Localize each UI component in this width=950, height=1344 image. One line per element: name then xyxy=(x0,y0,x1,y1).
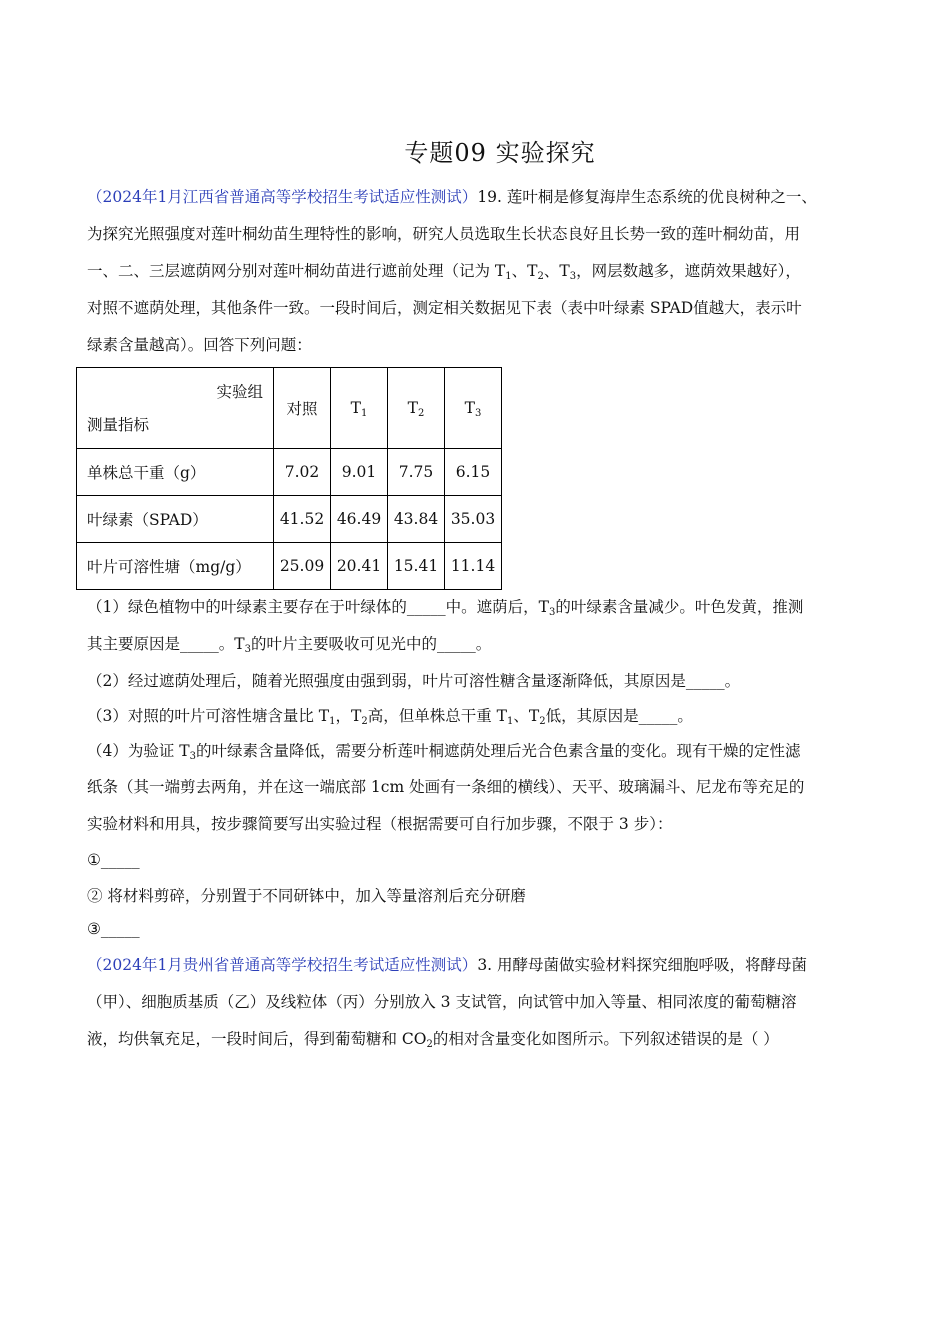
table-cell: 35.03 xyxy=(445,496,502,543)
row-label: 叶绿素（SPAD） xyxy=(77,496,274,543)
sub: 2 xyxy=(537,271,544,282)
table-cell: 6.15 xyxy=(445,449,502,496)
q3-line-1: （2024年1月贵州省普通高等学校招生考试适应性测试）3. 用酵母菌做实验材料探究细胞呼吸，将酵母菌 xyxy=(87,956,808,974)
q19-line-1 xyxy=(87,187,817,207)
q19-part2: （2）经过遮荫处理后，随着光照强度由强到弱，叶片可溶性糖含量逐渐降低，其原因是_____。 xyxy=(87,672,741,690)
table-cell: 7.02 xyxy=(274,449,331,496)
column-header: $T_2$ xyxy=(388,368,445,449)
table-cell: 43.84 xyxy=(388,496,445,543)
q3-line-2: （甲）、细胞质基质（乙）及线粒体（丙）分别放入 3 支试管，向试管中加入等量、相同浓度的葡萄糖溶 xyxy=(87,993,797,1011)
row-label: 单株总干重（g） xyxy=(77,449,274,496)
table-corner-cell xyxy=(77,368,274,449)
page-title: 专题09 实验探究 xyxy=(404,139,596,167)
row-label: 叶片可溶性塘（mg/g） xyxy=(77,543,274,590)
q19-part1-line1: （1）绿色植物中的叶绿素主要存在于叶绿体的_____中。遮荫后，$T_3$的叶绿素含量减少。叶色发黄，推测 xyxy=(87,598,804,618)
q19-text-1: 19. 莲叶桐是修复海岸生态系统的优良树种之一、 xyxy=(477,188,817,206)
corner-top-label: 实验组 xyxy=(216,383,263,401)
sub: 3 xyxy=(569,271,577,282)
q19-line-2: 为探究光照强度对莲叶桐幼苗生理特性的影响，研究人员选取生长状态良好且长势一致的莲叶桐幼苗，用 xyxy=(87,225,801,243)
q19-part4-line2: 纸条（其一端剪去两角，并在这一端底部 1cm 处画有一条细的横线）、天平、玻璃漏斗、尼龙布等充足的 xyxy=(87,778,805,796)
step-2: ② 将材料剪碎，分别置于不同研钵中，加入等量溶剂后充分研磨 xyxy=(87,887,526,905)
table-cell: 25.09 xyxy=(274,543,331,590)
q19-part3: （3）对照的叶片可溶性塘含量比 $T_1$，$T_2$高，但单株总干重 $T_1$、$T_2$低，其原因是_____。 xyxy=(87,707,693,727)
table-cell: 20.41 xyxy=(331,543,388,590)
column-header: $T_3$ xyxy=(445,368,502,449)
column-header: 对照 xyxy=(274,368,331,449)
table-cell: 11.14 xyxy=(445,543,502,590)
table-cell: 15.41 xyxy=(388,543,445,590)
table-row xyxy=(77,449,502,496)
table-cell: 46.49 xyxy=(331,496,388,543)
q19-text-3-tail: ，网层数越多，遮荫效果越好）， xyxy=(576,262,801,280)
q3-source: （2024年1月贵州省普通高等学校招生考试适应性测试） xyxy=(87,956,478,974)
q19-line-5: 绿素含量越高）。回答下列问题： xyxy=(87,336,312,354)
table-row xyxy=(77,543,502,590)
q3-line-3: 液，均供氧充足，一段时间后，得到葡萄糖和 $CO_2$的相对含量变化如图所示。下列叙述错误的是（ ） xyxy=(87,1030,779,1050)
data-table xyxy=(76,367,502,590)
table-row xyxy=(77,496,502,543)
q19-line-3: 一、二、三层遮荫网分别对莲叶桐幼苗进行遮前处理（记为 $T_1$、$T_2$、$T_3$，网层数越多，遮荫效果越好）， xyxy=(87,262,801,282)
table-header-row xyxy=(77,368,502,449)
q19-text-3: 一、二、三层遮荫网分别对莲叶桐幼苗进行遮前处理（记为 T xyxy=(87,262,506,280)
table-cell: 9.01 xyxy=(331,449,388,496)
q19-line-4: 对照不遮荫处理，其他条件一致。一段时间后，测定相关数据见下表（表中叶绿素 SPAD值越大，表示叶 xyxy=(87,299,802,317)
table-cell: 7.75 xyxy=(388,449,445,496)
q19-part4-line1: （4）为验证 $T_3$的叶绿素含量降低，需要分析莲叶桐遮荫处理后光合色素含量的变化。现有干燥的定性滤 xyxy=(87,742,801,762)
sub: 1 xyxy=(505,271,512,282)
column-header: $T_1$ xyxy=(331,368,388,449)
table-cell: 41.52 xyxy=(274,496,331,543)
step-3: ③_____ xyxy=(87,920,140,938)
q19-part1-line2: 其主要原因是_____。$T_3$的叶片主要吸收可见光中的_____。 xyxy=(87,635,492,655)
q19-source: （2024年1月江西省普通高等学校招生考试适应性测试） xyxy=(87,188,478,206)
corner-bottom-label: 测量指标 xyxy=(87,416,150,434)
q19-part4-line3: 实验材料和用具，按步骤简要写出实验过程（根据需要可自行加步骤，不限于 3 步）： xyxy=(87,815,673,833)
step-1: ①_____ xyxy=(87,851,140,869)
